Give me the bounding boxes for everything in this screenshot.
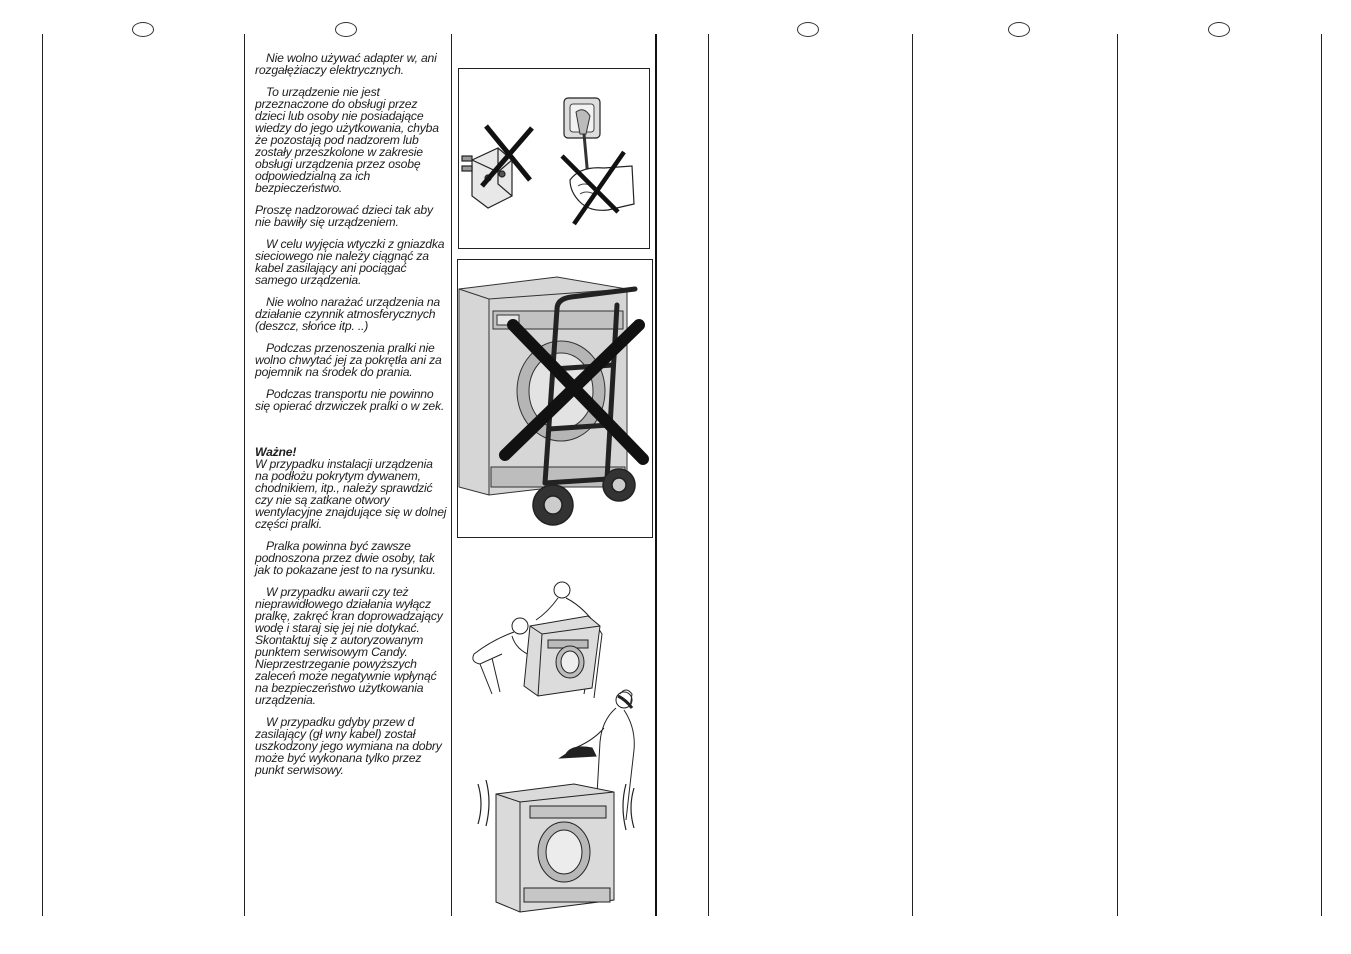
safety-paragraph: Podczas przenoszenia pralki nie wolno chwytać jej za pokrętła ani za pojemnik na środek do prania. xyxy=(255,341,442,379)
repair-call-icon xyxy=(474,688,650,916)
safety-paragraph: W przypadku instalacji urządzenia na podłożu pokrytym dywanem, chodnikiem, itp., należy sprawdzić czy nie są zatkane otwory wentylacyjne znajdujące się w dolnej części pralki. xyxy=(255,457,447,531)
safety-paragraph: W celu wyjęcia wtyczki z gniazdka sieciowego nie należy ciągnąć za kabel zasilający ani pociągać samego urządzenia. xyxy=(255,237,445,287)
language-oval-icon xyxy=(1208,22,1230,37)
column-rule xyxy=(1117,34,1118,916)
safety-paragraph: Nie wolno używać adapter w, ani rozgałężiaczy elektrycznych. xyxy=(255,51,437,77)
safety-paragraph: W przypadku gdyby przew d zasilający (gł wny kabel) został uszkodzony jego wymiana na dobry może być wykonana tylko przez punkt serwisowy. xyxy=(255,715,442,777)
column-rule xyxy=(708,34,709,916)
language-oval-icon xyxy=(132,22,154,37)
washer-trolley-crossed-icon xyxy=(457,259,653,538)
safety-paragraph: Podczas transportu nie powinno się opierać drzwiczek pralki o w zek. xyxy=(255,387,445,413)
language-oval-icon xyxy=(335,22,357,37)
column-rule xyxy=(451,34,452,916)
safety-paragraph: To urządzenie nie jest przeznaczone do obsługi przez dzieci lub osoby nie posiadające wiedzy do jego użytkowania, chyba że pozostają pod nadzorem lub zostały przeszkolone w zakresie obsługi urządzenia przez osobę odpowiedzialną za ich bezpieczeństwo. xyxy=(255,85,439,195)
safety-text-column xyxy=(255,52,447,786)
column-rule xyxy=(42,34,43,916)
column-rule xyxy=(244,34,245,916)
column-rule xyxy=(912,34,913,916)
language-oval-icon xyxy=(1008,22,1030,37)
two-person-lift-icon xyxy=(468,578,613,698)
column-rule xyxy=(1321,34,1322,916)
no-adapter-plug-icon xyxy=(458,68,650,249)
warning-block xyxy=(255,446,447,530)
language-oval-icon xyxy=(797,22,819,37)
safety-paragraph: Pralka powinna być zawsze podnoszona przez dwie osoby, tak jak to pokazane jest to na rysunku. xyxy=(255,539,436,577)
page-fold-rule xyxy=(655,34,657,916)
safety-paragraph: Nie wolno narażać urządzenia na działanie czynnik atmosferycznych (deszcz, słońce itp. ..) xyxy=(255,295,441,333)
warning-title: Ważne! xyxy=(255,445,297,459)
safety-paragraph: W przypadku awarii czy też nieprawidłowego działania wyłącz pralkę, zakręć kran doprowadzający wodę i staraj się jej nie dotykać. Skontaktuj się z autoryzowanym punktem serwisowym Candy. Nieprzestrzeganie powyższych zaleceń może negatywnie wpłynąć na bezpieczeństwo użytkowania urządzenia. xyxy=(255,585,443,707)
safety-paragraph: Proszę nadzorować dzieci tak aby nie bawiły się urządzeniem. xyxy=(255,203,433,229)
